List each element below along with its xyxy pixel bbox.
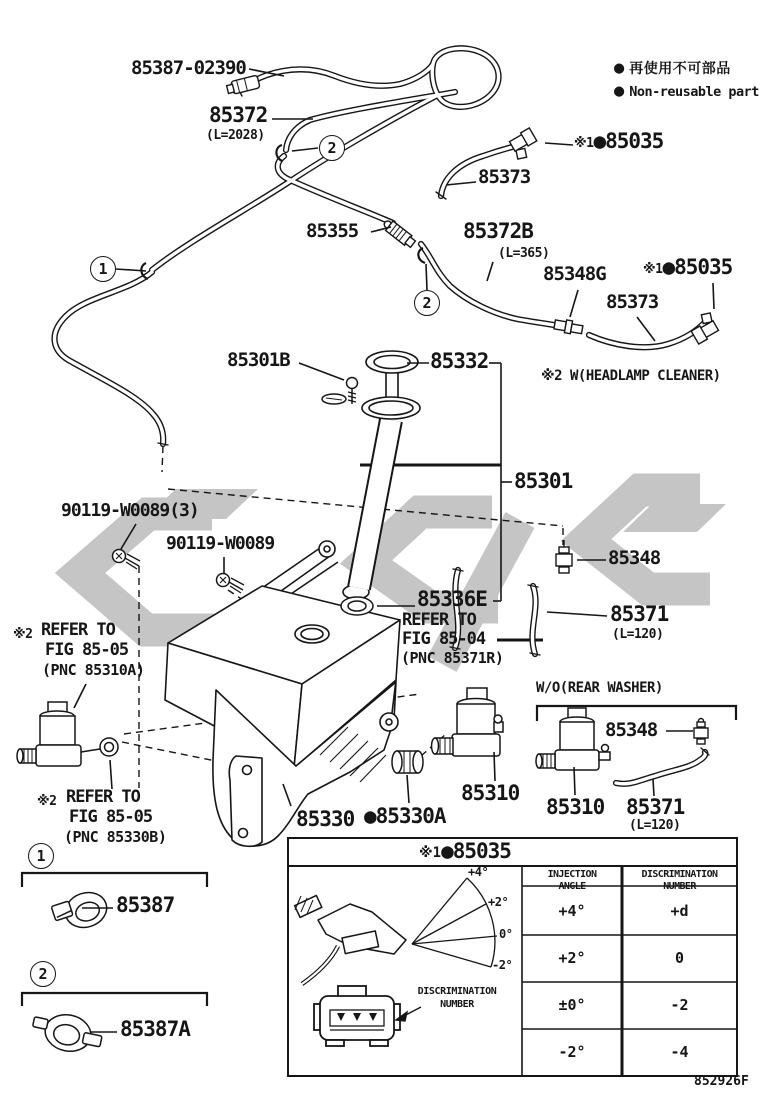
hose-clip-icons [141, 145, 425, 279]
angle-cell: +4° [558, 902, 586, 920]
note-headlamp-cleaner: ※2 W(HEADLAMP CLEANER) [541, 368, 721, 384]
discrimination-label-line: DISCRIMINATION [417, 986, 497, 997]
nozzle-85035-top [507, 128, 541, 162]
refer-8505a-line1: REFER TO [41, 620, 115, 640]
label-85310-center: 85310 [461, 781, 520, 805]
label-85387-02390: 85387-02390 [131, 57, 246, 79]
col-header-line: NUMBER [663, 880, 696, 892]
fan-angle-label: +4° [468, 865, 489, 879]
label-85371-mid: 85371 [610, 602, 669, 626]
refer-8505b-pnc: (PNC 85330B) [64, 828, 167, 846]
legend-en-text: Non-reusable part [629, 83, 759, 100]
refer-8504-line2: FIG 85-04 [402, 629, 486, 649]
nonreusable-bullet-icon: ● [614, 57, 625, 78]
legend-row-en [614, 83, 759, 100]
legend-row-jp [614, 58, 759, 78]
callout-2-bottom: 2 [30, 961, 56, 987]
label-85387: 85387 [116, 893, 175, 917]
callout-1-bottom: 1 [28, 843, 54, 869]
callout-2-top: 2 [319, 135, 345, 161]
grommet-85330a [392, 751, 423, 773]
label-85330a: ●85330A [364, 804, 446, 828]
ref-mark-2: ※2 [13, 627, 33, 642]
label-85371-mid-length: (L=120) [612, 627, 664, 642]
label-85301: 85301 [514, 469, 573, 493]
refer-8504-line1: REFER TO [402, 610, 476, 630]
label-85371-box: 85371 [626, 795, 685, 819]
nonreusable-bullet-icon: ● [614, 81, 625, 101]
grommet-85336e [341, 597, 373, 615]
label-85301b: 85301B [227, 349, 290, 371]
refer-8505b-line2: FIG 85-05 [69, 807, 153, 827]
legend [614, 58, 759, 105]
label-85372-length: (L=2028) [206, 128, 265, 143]
ref-mark-1: ※1 [643, 262, 663, 277]
ref-mark-1: ※1 [574, 136, 594, 151]
joint-85355 [381, 218, 416, 249]
refer-8505a-pnc: (PNC 85310A) [42, 661, 145, 679]
discrimination-label-line: NUMBER [440, 998, 474, 1010]
callout-2-mid: 2 [414, 290, 440, 316]
fan-angle-label: +2° [488, 895, 509, 909]
fan-angle-label: -2° [492, 958, 513, 972]
screw-85301b [322, 378, 358, 405]
refer-8505a-line2: FIG 85-05 [45, 640, 129, 660]
connector-figure [314, 986, 400, 1046]
refer-8504-pnc: (PNC 85371R) [401, 649, 504, 667]
label-85310-box: 85310 [546, 795, 605, 819]
cap-85332 [362, 351, 420, 419]
col-header-line: ANGLE [558, 880, 586, 892]
label-85348-mid: 85348 [608, 547, 661, 569]
joint-85348-box [694, 719, 708, 745]
col-header-line: DISCRIMINATION [641, 869, 718, 880]
pump-85310-left [17, 702, 118, 766]
label-85330: 85330 [296, 807, 355, 831]
angle-cell: +2° [558, 949, 586, 967]
fan-angle-label: 0° [499, 927, 513, 941]
label-90119-w0089-3: 90119-W0089(3) [61, 500, 199, 521]
pump-85310-center [432, 688, 504, 756]
ref-mark-1: ※1 [419, 845, 442, 861]
label-85035-mid [643, 257, 732, 278]
joint-85348g [554, 318, 584, 336]
label-90119-w0089: 90119-W0089 [166, 533, 275, 554]
discrimination-number-label [399, 986, 515, 1011]
pump-85310-box [536, 708, 610, 770]
refer-8505b-line1: REFER TO [66, 787, 140, 807]
label-85332: 85332 [430, 349, 489, 373]
clamp-85387-icon [50, 887, 111, 936]
callout-1-top: 1 [90, 256, 116, 282]
label-85371-box-length: (L=120) [629, 818, 681, 833]
figure-code: 852926F [694, 1074, 749, 1089]
note-wo-rear-washer: W/O(REAR WASHER) [536, 680, 663, 696]
label-85348g: 85348G [543, 263, 606, 285]
nozzle-angle-figure [295, 895, 406, 984]
col-header-line: INJECTION [547, 869, 597, 880]
part-number: ●85035 [441, 839, 511, 863]
part-number: ●85035 [593, 129, 664, 153]
label-85373-top: 85373 [478, 166, 531, 188]
number-cell: -2 [670, 996, 689, 1014]
table-title-85035 [350, 839, 580, 863]
label-85372b-length: (L=365) [498, 246, 550, 261]
nozzle-85035-mid [687, 311, 721, 345]
label-85336e: 85336E [417, 587, 487, 611]
label-85348-box: 85348 [605, 719, 658, 741]
number-cell: +d [670, 902, 689, 920]
ref-mark-2: ※2 [37, 794, 57, 809]
number-cell: 0 [674, 949, 685, 967]
legend-jp-text: 再使用不可部品 [629, 61, 731, 77]
number-cell: -4 [670, 1043, 689, 1061]
part-number: ●85035 [662, 255, 733, 279]
col-header-discrimination-number [622, 869, 737, 892]
label-85372b: 85372B [463, 219, 533, 243]
label-85372: 85372 [209, 103, 268, 127]
label-85355: 85355 [306, 220, 359, 242]
injection-angle-fan [412, 878, 497, 967]
label-85373-mid: 85373 [606, 291, 659, 313]
angle-cell: -2° [558, 1043, 586, 1061]
label-85035-top [574, 131, 663, 152]
label-85387a: 85387A [120, 1017, 190, 1041]
angle-cell: ±0° [558, 996, 586, 1014]
col-header-injection-angle [522, 869, 622, 892]
